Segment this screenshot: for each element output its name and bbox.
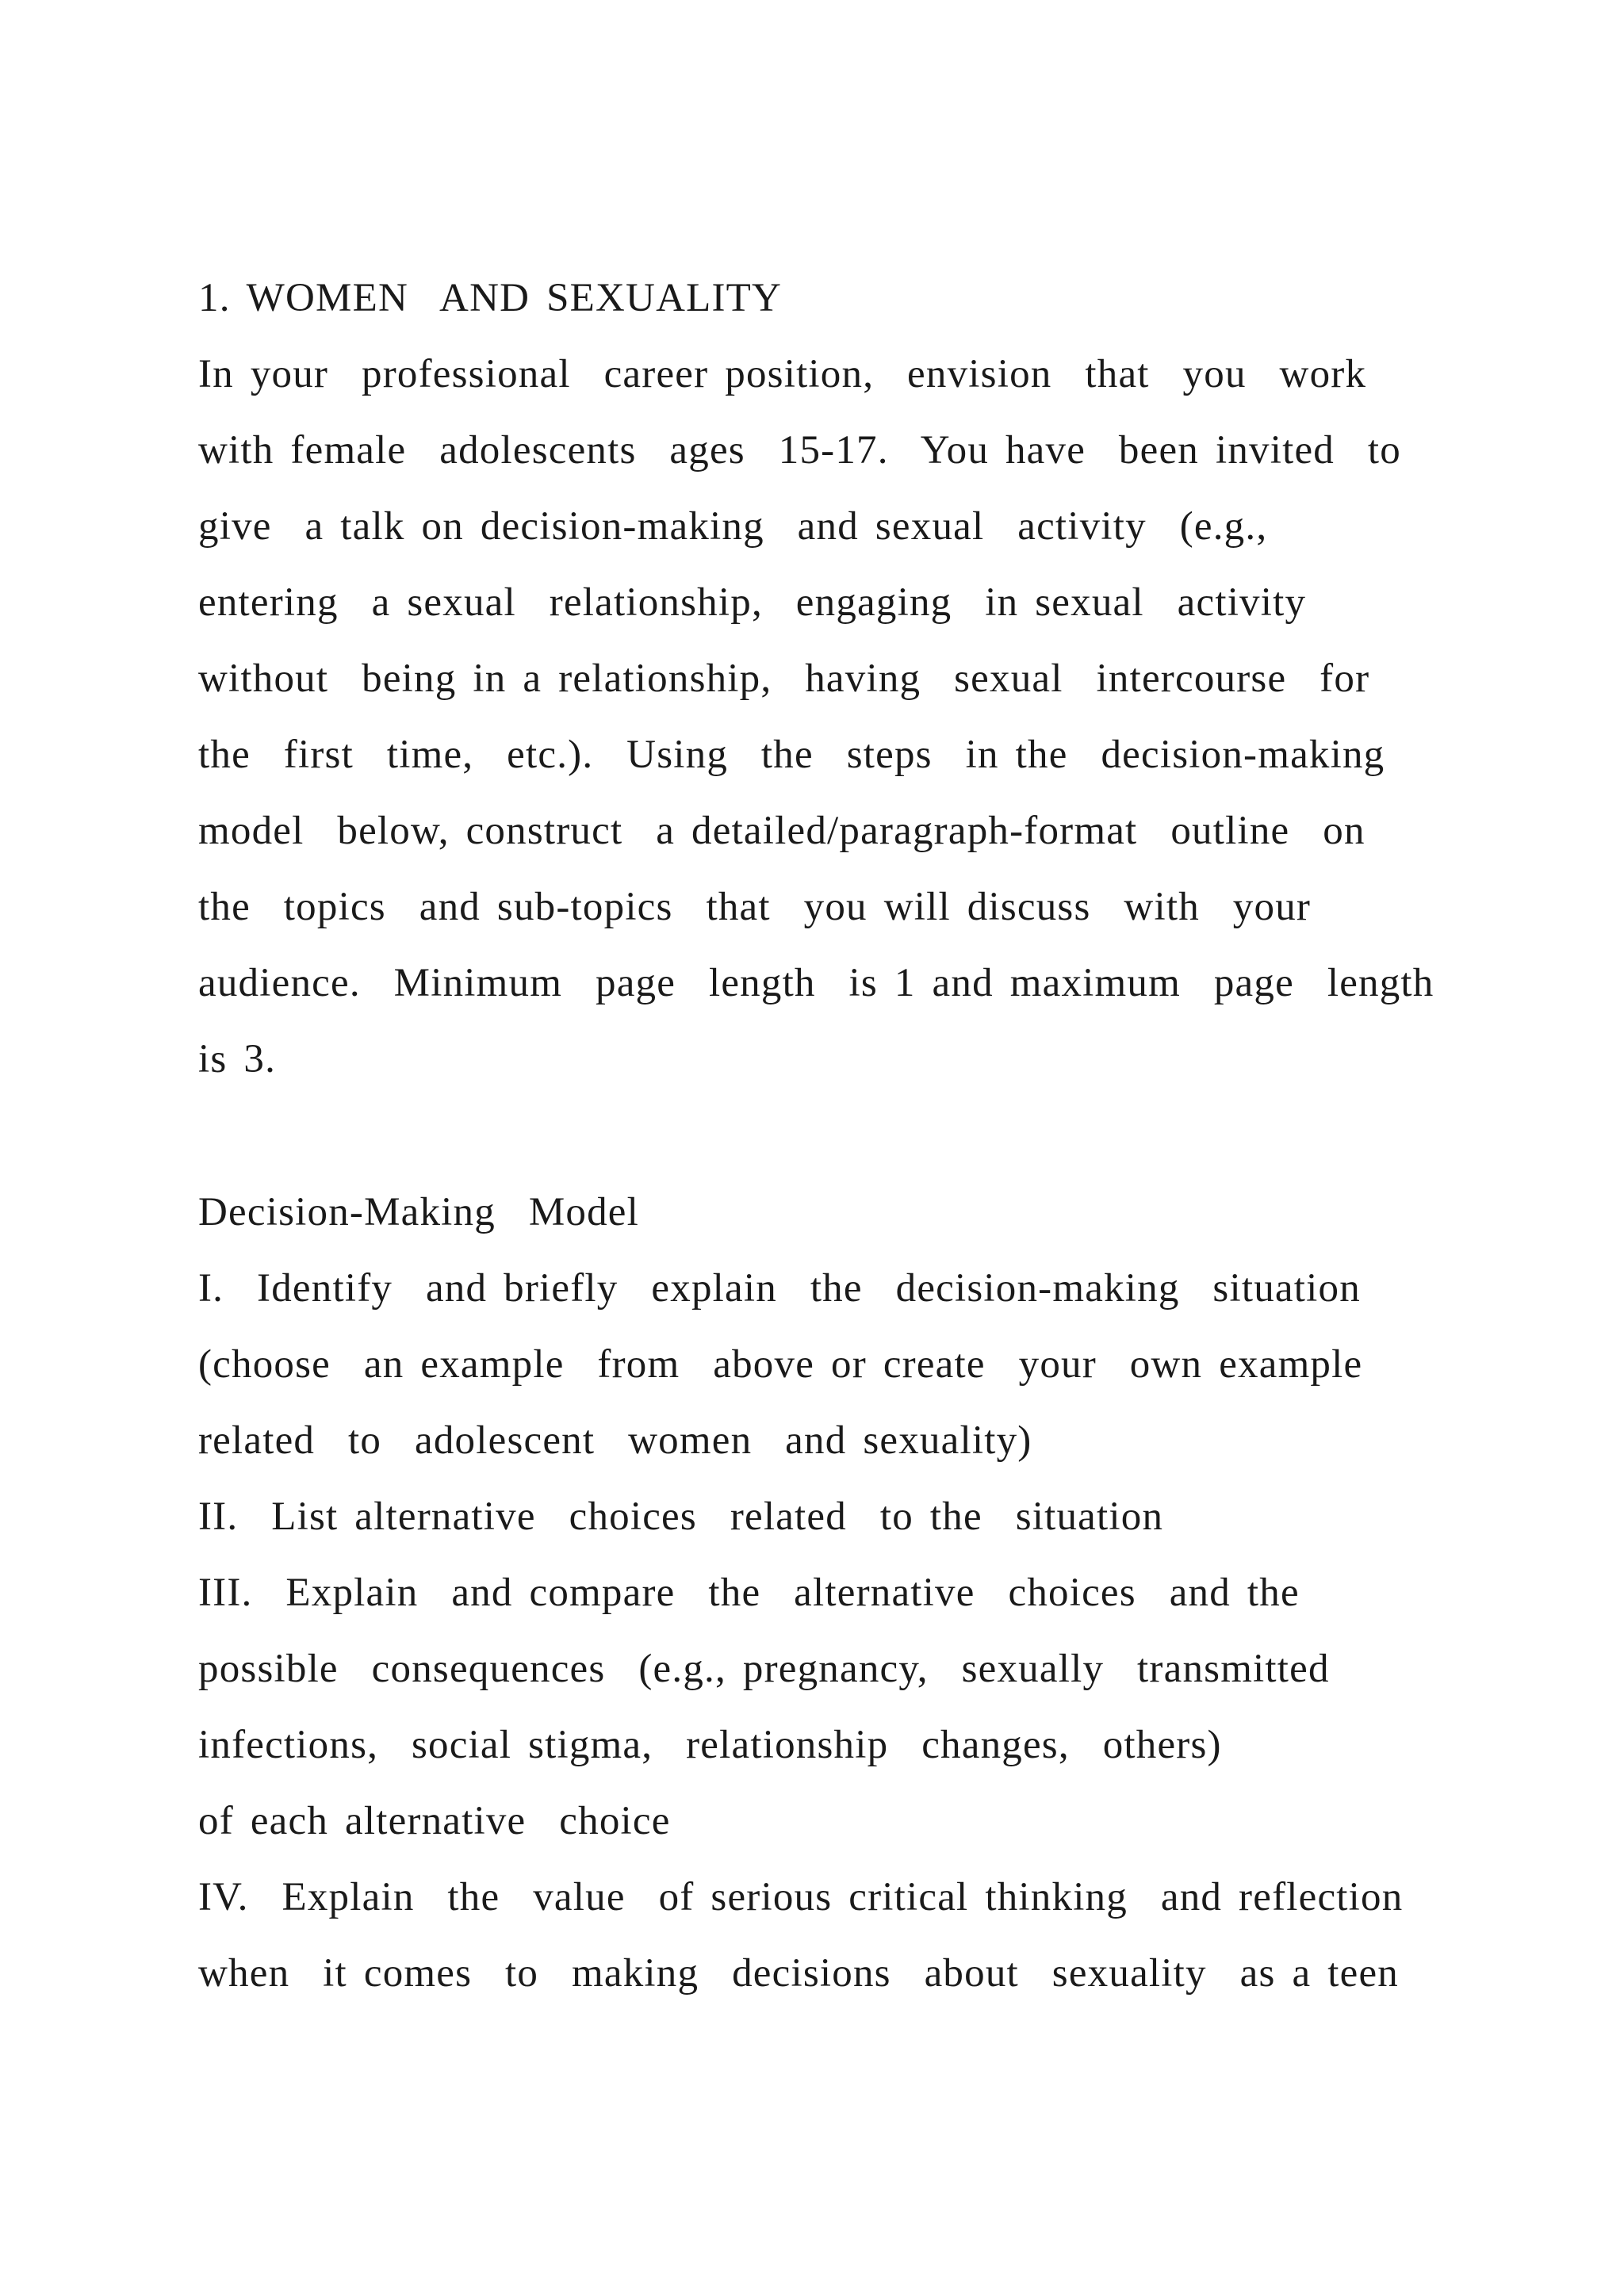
model-step-line: possible consequences (e.g., pregnancy, sexually transmitted [198, 1647, 1330, 1691]
prompt-line: the topics and sub-topics that you will discuss with your [198, 885, 1312, 929]
model-step-line: I. Identify and briefly explain the decision-making situation [198, 1266, 1361, 1311]
prompt-line: In your professional career position, envision that you work [198, 352, 1367, 396]
model-step-line: of each alternative choice [198, 1799, 671, 1843]
prompt-line: audience. Minimum page length is 1 and maximum page length [198, 961, 1434, 1005]
model-step-line: when it comes to making decisions about sexuality as a teen [198, 1951, 1399, 1996]
model-step-line: II. List alternative choices related to the situation [198, 1494, 1164, 1539]
prompt-line: with female adolescents ages 15-17. You have been invited to [198, 428, 1401, 473]
model-step-line: III. Explain and compare the alternative choices and the [198, 1571, 1300, 1615]
model-heading: Decision-Making Model [198, 1190, 639, 1234]
model-step-line: IV. Explain the value of serious critical thinking and reflection [198, 1875, 1404, 1919]
model-step-line: related to adolescent women and sexuality) [198, 1418, 1032, 1463]
prompt-line: the first time, etc.). Using the steps in the decision-making [198, 733, 1385, 777]
prompt-line: give a talk on decision-making and sexual activity (e.g., [198, 504, 1268, 549]
prompt-line: is 3. [198, 1037, 277, 1081]
prompt-line: without being in a relationship, having sexual intercourse for [198, 656, 1370, 701]
prompt-line: entering a sexual relationship, engaging in sexual activity [198, 580, 1307, 625]
section-title: 1. WOMEN AND SEXUALITY [198, 276, 783, 320]
model-step-line: (choose an example from above or create your own example [198, 1342, 1363, 1387]
model-step-line: infections, social stigma, relationship changes, others) [198, 1723, 1222, 1767]
prompt-line: model below, construct a detailed/paragraph-format outline on [198, 809, 1365, 853]
